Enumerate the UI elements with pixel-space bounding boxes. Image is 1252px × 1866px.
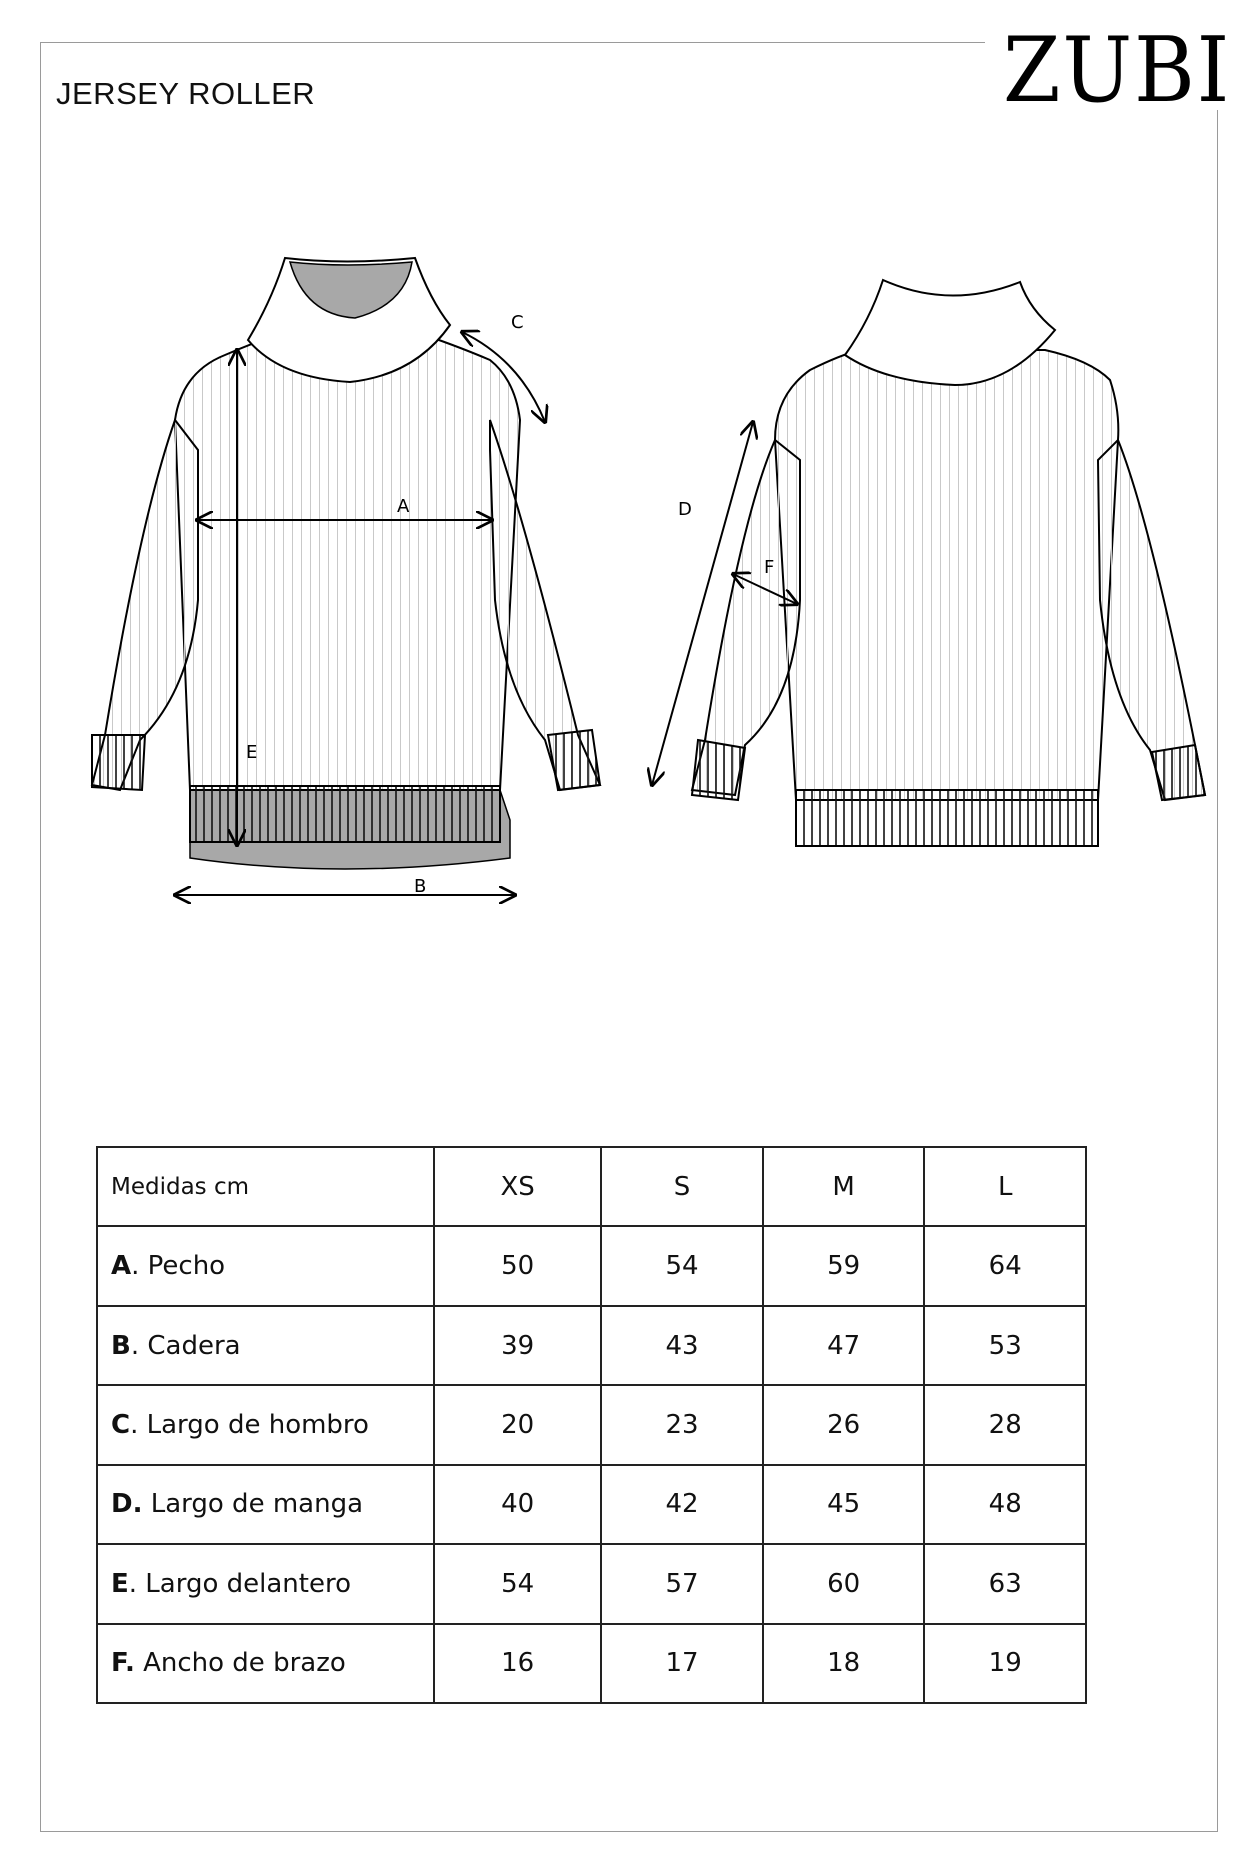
row-name: . Largo de hombro — [130, 1409, 369, 1440]
measure-e-label: E — [246, 742, 258, 763]
table-cell: 45 — [763, 1465, 925, 1544]
table-cell: 17 — [601, 1624, 763, 1703]
row-key: D. — [111, 1489, 143, 1520]
table-cell: 64 — [924, 1226, 1086, 1305]
back-body — [775, 350, 1118, 800]
table-row — [97, 1226, 1086, 1305]
row-label — [97, 1544, 434, 1623]
table-corner-label: Medidas cm — [97, 1147, 434, 1226]
back-hem-band — [796, 790, 1098, 846]
table-row — [97, 1385, 1086, 1464]
table-cell: 26 — [763, 1385, 925, 1464]
back-left-cuff — [692, 740, 745, 800]
column-header: XS — [434, 1147, 601, 1226]
brand-logo: ZUBI — [1003, 18, 1232, 123]
row-name: . Pecho — [131, 1251, 226, 1282]
table-cell: 53 — [924, 1306, 1086, 1385]
front-view — [92, 258, 600, 897]
table-cell: 39 — [434, 1306, 601, 1385]
row-key: E — [111, 1568, 129, 1599]
table-cell: 48 — [924, 1465, 1086, 1544]
row-key: B — [111, 1330, 131, 1361]
table-cell: 16 — [434, 1624, 601, 1703]
measure-b-label: B — [414, 876, 427, 897]
table-cell: 59 — [763, 1226, 925, 1305]
table-cell: 18 — [763, 1624, 925, 1703]
table-cell: 43 — [601, 1306, 763, 1385]
measure-f-label: F — [764, 557, 775, 578]
row-label — [97, 1306, 434, 1385]
front-right-cuff — [548, 730, 600, 790]
measure-c-label: C — [511, 312, 524, 333]
row-name: . Cadera — [130, 1330, 241, 1361]
column-header: L — [924, 1147, 1086, 1226]
column-header: S — [601, 1147, 763, 1226]
table-cell: 40 — [434, 1465, 601, 1544]
table-row — [97, 1306, 1086, 1385]
back-right-cuff — [1152, 745, 1205, 800]
row-name: Largo de manga — [142, 1489, 363, 1520]
row-key: A — [111, 1251, 132, 1282]
row-label — [97, 1385, 434, 1464]
row-key: C — [111, 1409, 131, 1440]
column-header: M — [763, 1147, 925, 1226]
table-cell: 42 — [601, 1465, 763, 1544]
table-row — [97, 1624, 1086, 1703]
table-cell: 57 — [601, 1544, 763, 1623]
table-row — [97, 1544, 1086, 1623]
front-left-cuff — [92, 735, 145, 790]
table-cell: 20 — [434, 1385, 601, 1464]
row-name: . Largo delantero — [128, 1568, 351, 1599]
measure-d-label: D — [678, 499, 692, 520]
row-label — [97, 1624, 434, 1703]
table-cell: 63 — [924, 1544, 1086, 1623]
table-cell: 47 — [763, 1306, 925, 1385]
table-cell: 19 — [924, 1624, 1086, 1703]
row-label — [97, 1465, 434, 1544]
front-body — [175, 330, 520, 790]
table-cell: 54 — [434, 1544, 601, 1623]
measure-a-label: A — [397, 496, 410, 517]
row-label — [97, 1226, 434, 1305]
table-cell: 54 — [601, 1226, 763, 1305]
product-title: JERSEY ROLLER — [56, 76, 316, 111]
table-cell: 60 — [763, 1544, 925, 1623]
row-name: Ancho de brazo — [134, 1648, 346, 1679]
table-cell: 23 — [601, 1385, 763, 1464]
size-table — [96, 1146, 1087, 1704]
table-row — [97, 1465, 1086, 1544]
table-header-row — [97, 1147, 1086, 1226]
table-cell: 50 — [434, 1226, 601, 1305]
back-view — [652, 280, 1205, 846]
row-key: F. — [111, 1648, 135, 1679]
table-cell: 28 — [924, 1385, 1086, 1464]
